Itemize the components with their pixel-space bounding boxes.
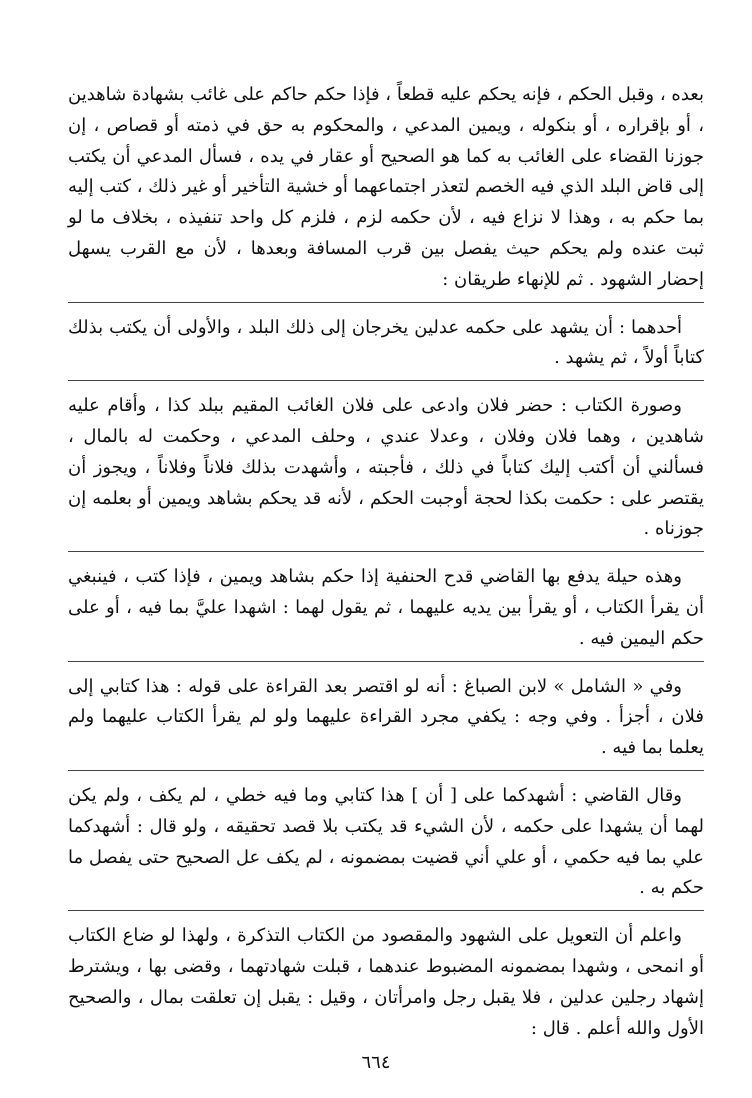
paragraph-4: وهذه حيلة يدفع بها القاضي قدح الحنفية إذا حكم بشاهد ويمين ، فإذا كتب ، فينبغي أن يقرأ الكتاب ، أو يقرأ بين يديه عليهما ، ثم يقول لهما : اشهدا عليَّ بما فيه ، أو على حكم اليمين فيه . (68, 566, 704, 649)
paragraph-divider (68, 380, 704, 381)
paragraph-divider (68, 302, 704, 303)
paragraph-1: بعده ، وقبل الحكم ، فإنه يحكم عليه قطعاً ، فإذا حكم حاكم على غائب بشهادة شاهدين ، أو بإقراره ، أو بنكوله ، ويمين المدعي ، والمحكوم به حق في ذمته أو قصاص ، إن جوزنا القضاء على الغائب به كما هو الصحيح أو عقار في يده ، فسأل المدعي أن يكتب إلى قاض البلد الذي فيه الخصم لتعذر اجتماعهما أو خشية التأخير أو غير ذلك ، كتب إليه بما حكم به ، وهذا لا نزاع فيه ، لأن حكمه لزم ، فلزم كل واحد تنفيذه ، بخلاف ما لو ثبت عنده ولم يحكم حيث يفصل بين قرب المسافة وبعدها ، لأن مع القرب يسهل إحضار الشهود . ثم للإنهاء طريقان : (68, 84, 704, 290)
main-text (68, 80, 704, 1044)
page-number: ٦٦٤ (361, 1052, 391, 1073)
paragraph-7: واعلم أن التعويل على الشهود والمقصود من الكتاب التذكرة ، ولهذا لو ضاع الكتاب أو انمحى ، وشهدا بمضمونه المضبوط عندهما ، قبلت شهادتهما ، وقضى بها ، ويشترط إشهاد رجلين عدلين ، فلا يقبل رجل وامرأتان ، وقيل : يقبل إن تعلقت بمال ، والصحيح الأول والله أعلم . قال : (68, 925, 704, 1039)
paragraph-5: وفي « الشامل » لابن الصباغ : أنه لو اقتصر بعد القراءة على قوله : هذا كتابي إلى فلان ، أجزأ . وفي وجه : يكفي مجرد القراءة عليهما ولو لم يقرأ الكتاب عليهما ولم يعلما بما فيه . (68, 675, 704, 759)
paragraph-divider (68, 910, 704, 911)
paragraph-divider (68, 551, 704, 552)
paragraph-2: أحدهما : أن يشهد على حكمه عدلين يخرجان إلى ذلك البلد ، والأولى أن يكتب بذلك كتاباً أولاً ، ثم يشهد . (68, 316, 704, 369)
paragraph-divider (68, 661, 704, 662)
paragraph-divider (68, 770, 704, 771)
paragraph-3: وصورة الكتاب : حضر فلان وادعى على فلان الغائب المقيم ببلد كذا ، وأقام عليه شاهدين ، وهما فلان وفلان ، وعدلا عندي ، وحلف المدعي ، وحكمت له بالمال ، فسألني أن أكتب إليك كتاباً في ذلك ، فأجبته ، وأشهدت بذلك فلاناً وفلاناً ، ويجوز أن يقتصر على : حكمت بكذا لحجة أوجبت الحكم ، لأنه قد يحكم بشاهد ويمين أو بعلمه إن جوزناه . (68, 395, 704, 540)
paragraph-6: وقال القاضي : أشهدكما على [ أن ] هذا كتابي وما فيه خطي ، لم يكف ، ولم يكن لهما أن يشهدا على حكمه ، لأن الشيء قد يكتب بلا قصد تحقيقه ، ولو قال : أشهدكما علي بما فيه حكمي ، أو علي أني قضيت بمضمونه ، لم يكف عل الصحيح حتى يفصل ما حكم به . (68, 784, 704, 899)
